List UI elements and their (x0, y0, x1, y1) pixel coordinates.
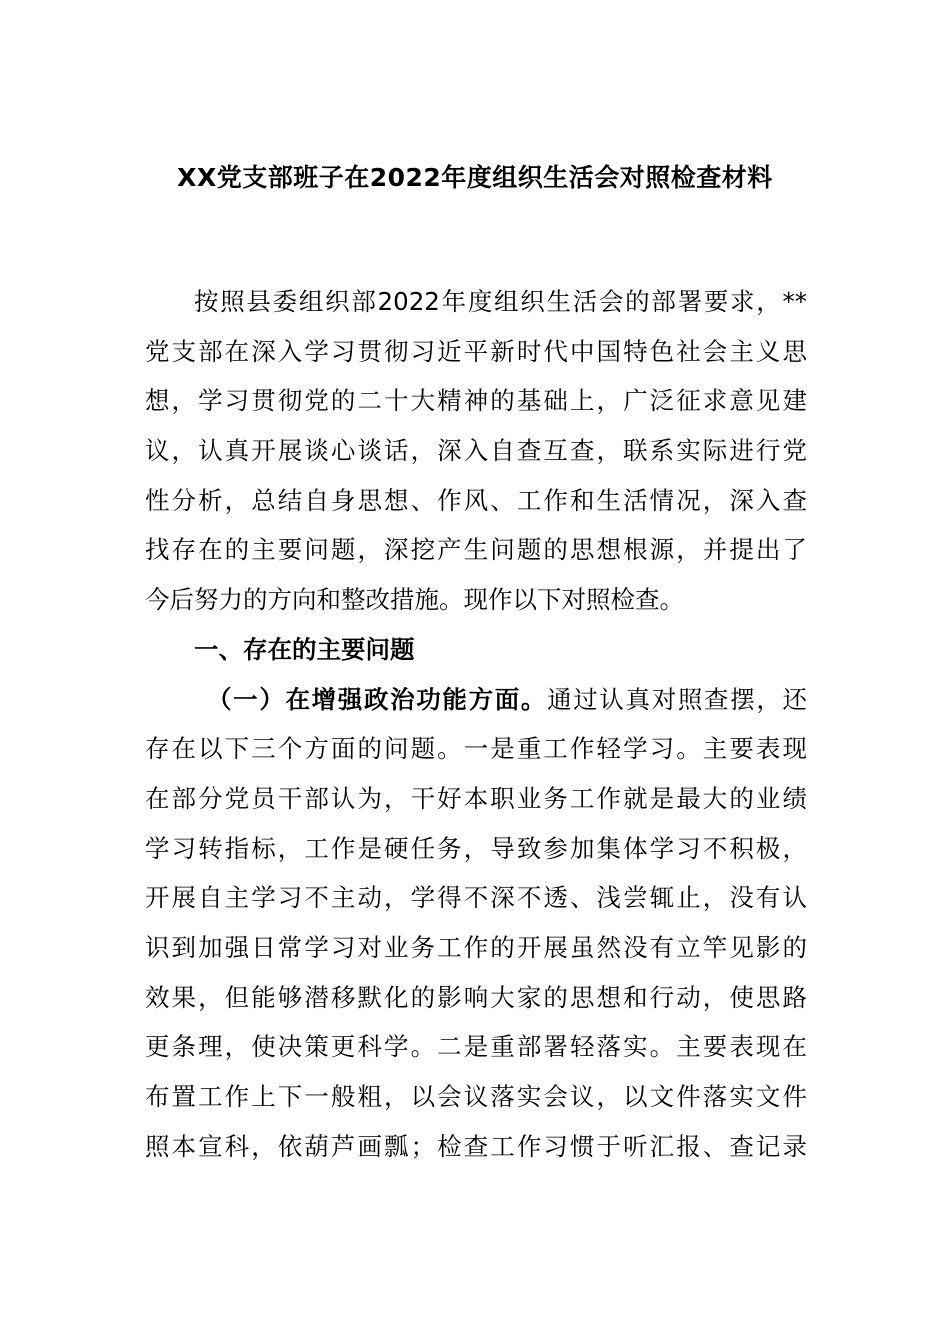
intro-line-6: 找存在的主要问题，深挖产生问题的思想根源，并提出了 (145, 535, 807, 565)
subsection-first-line-rest: 通过认真对照查摆，还 (547, 684, 807, 714)
intro-line-2: 党支部在深入学习贯彻习近平新时代中国特色社会主义思 (145, 336, 807, 366)
intro-line-3: 想，学习贯彻党的二十大精神的基础上，广泛征求意见建 (145, 386, 807, 416)
body-line-3: 学习转指标，工作是硬任务，导致参加集体学习不积极， (145, 833, 807, 863)
document-body (145, 277, 807, 1171)
section-heading: 一、存在的主要问题 (194, 634, 415, 664)
body-line-7: 更条理，使决策更科学。二是重部署轻落实。主要表现在 (145, 1032, 807, 1062)
body-line-6: 效果，但能够潜移默化的影响大家的思想和行动，使思路 (145, 982, 807, 1012)
intro-line-7: 今后努力的方向和整改措施。现作以下对照检查。 (145, 585, 684, 615)
body-line-5: 识到加强日常学习对业务工作的开展虽然没有立竿见影的 (145, 932, 807, 962)
body-line-1: 存在以下三个方面的问题。一是重工作轻学习。主要表现 (145, 734, 807, 764)
subsection-first-line (145, 675, 807, 725)
intro-line-1: 按照县委组织部2022年度组织生活会的部署要求，** (194, 287, 807, 316)
body-line-4: 开展自主学习不主动，学得不深不透、浅尝辄止，没有认 (145, 883, 807, 913)
body-line-9: 照本宣科，依葫芦画瓢；检查工作习惯于听汇报、查记录 (145, 1131, 807, 1161)
intro-line-4: 议，认真开展谈心谈话，深入自查互查，联系实际进行党 (145, 436, 807, 466)
intro-line-5: 性分析，总结自身思想、作风、工作和生活情况，深入查 (145, 485, 807, 515)
subsection-heading: （一）在增强政治功能方面。 (207, 684, 548, 714)
document-title: XX党支部班子在2022年度组织生活会对照检查材料 (177, 163, 773, 192)
body-line-8: 布置工作上下一般粗，以会议落实会议，以文件落实文件 (145, 1082, 807, 1111)
body-line-2: 在部分党员干部认为，干好本职业务工作就是最大的业绩 (145, 783, 807, 813)
